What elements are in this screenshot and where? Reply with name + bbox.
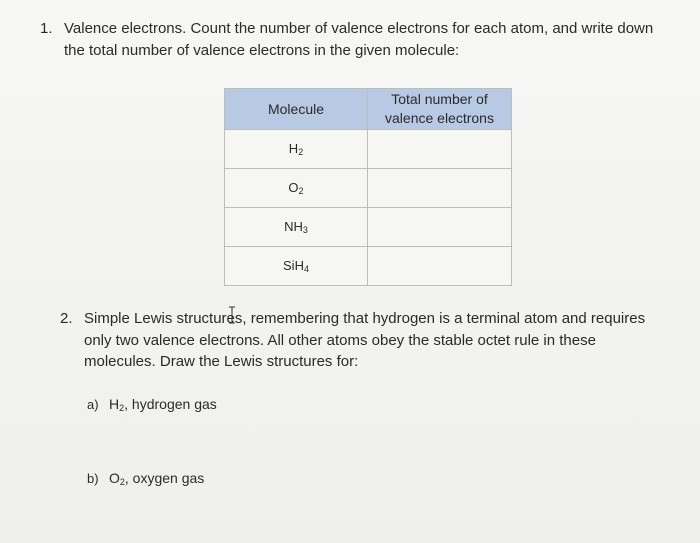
molecule-cell	[225, 247, 368, 286]
part-a-label: a)	[87, 397, 99, 412]
part-b-text: , oxygen gas	[124, 470, 205, 486]
question-1-number: 1.	[40, 20, 53, 37]
formula-base: H	[109, 396, 120, 412]
part-b-formula	[109, 470, 125, 486]
table-row	[225, 208, 512, 247]
question-1-text: Valence electrons. Count the number of valence electrons for each atom, and write down the total number of valence electrons in the given molecule:	[64, 20, 654, 59]
part-b-oxygen-gas	[87, 470, 204, 487]
column-header-molecule: Molecule	[225, 89, 368, 130]
formula-subscript: 2	[119, 403, 125, 413]
part-a-text: , hydrogen gas	[124, 396, 217, 412]
total-cell[interactable]	[368, 247, 512, 286]
formula-subscript: 2	[298, 147, 304, 157]
total-cell[interactable]	[368, 169, 512, 208]
formula-subscript: 4	[303, 264, 309, 274]
molecule-cell	[225, 208, 368, 247]
total-cell[interactable]	[368, 130, 512, 169]
part-a-formula	[109, 396, 124, 412]
molecule-formula: O	[288, 180, 299, 195]
formula-base: O	[109, 470, 120, 486]
question-2-text: Simple Lewis structures, remembering that hydrogen is a terminal atom and requires only two valence electrons. All other atoms obey the stable octet rule in these molecules. Draw the Lewis structures for:	[84, 310, 646, 370]
formula-subscript: 3	[302, 225, 308, 235]
part-b-label: b)	[87, 471, 99, 486]
formula-subscript: 2	[119, 477, 125, 487]
formula-subscript: 2	[298, 186, 304, 196]
molecule-formula: H	[288, 141, 299, 156]
question-2-number: 2.	[60, 310, 73, 327]
total-cell[interactable]	[368, 208, 512, 247]
molecule-formula: SiH	[283, 258, 304, 273]
table-row	[225, 169, 512, 208]
table-header-row	[225, 89, 512, 130]
part-a-hydrogen-gas	[87, 396, 217, 413]
table-row	[225, 130, 512, 169]
text-cursor-icon	[228, 306, 236, 324]
molecule-formula: NH	[284, 219, 303, 234]
table-row	[225, 247, 512, 286]
molecule-cell	[225, 130, 368, 169]
column-header-total: Total number of valence electrons	[368, 89, 512, 130]
molecule-cell	[225, 169, 368, 208]
valence-electrons-table	[224, 88, 512, 286]
